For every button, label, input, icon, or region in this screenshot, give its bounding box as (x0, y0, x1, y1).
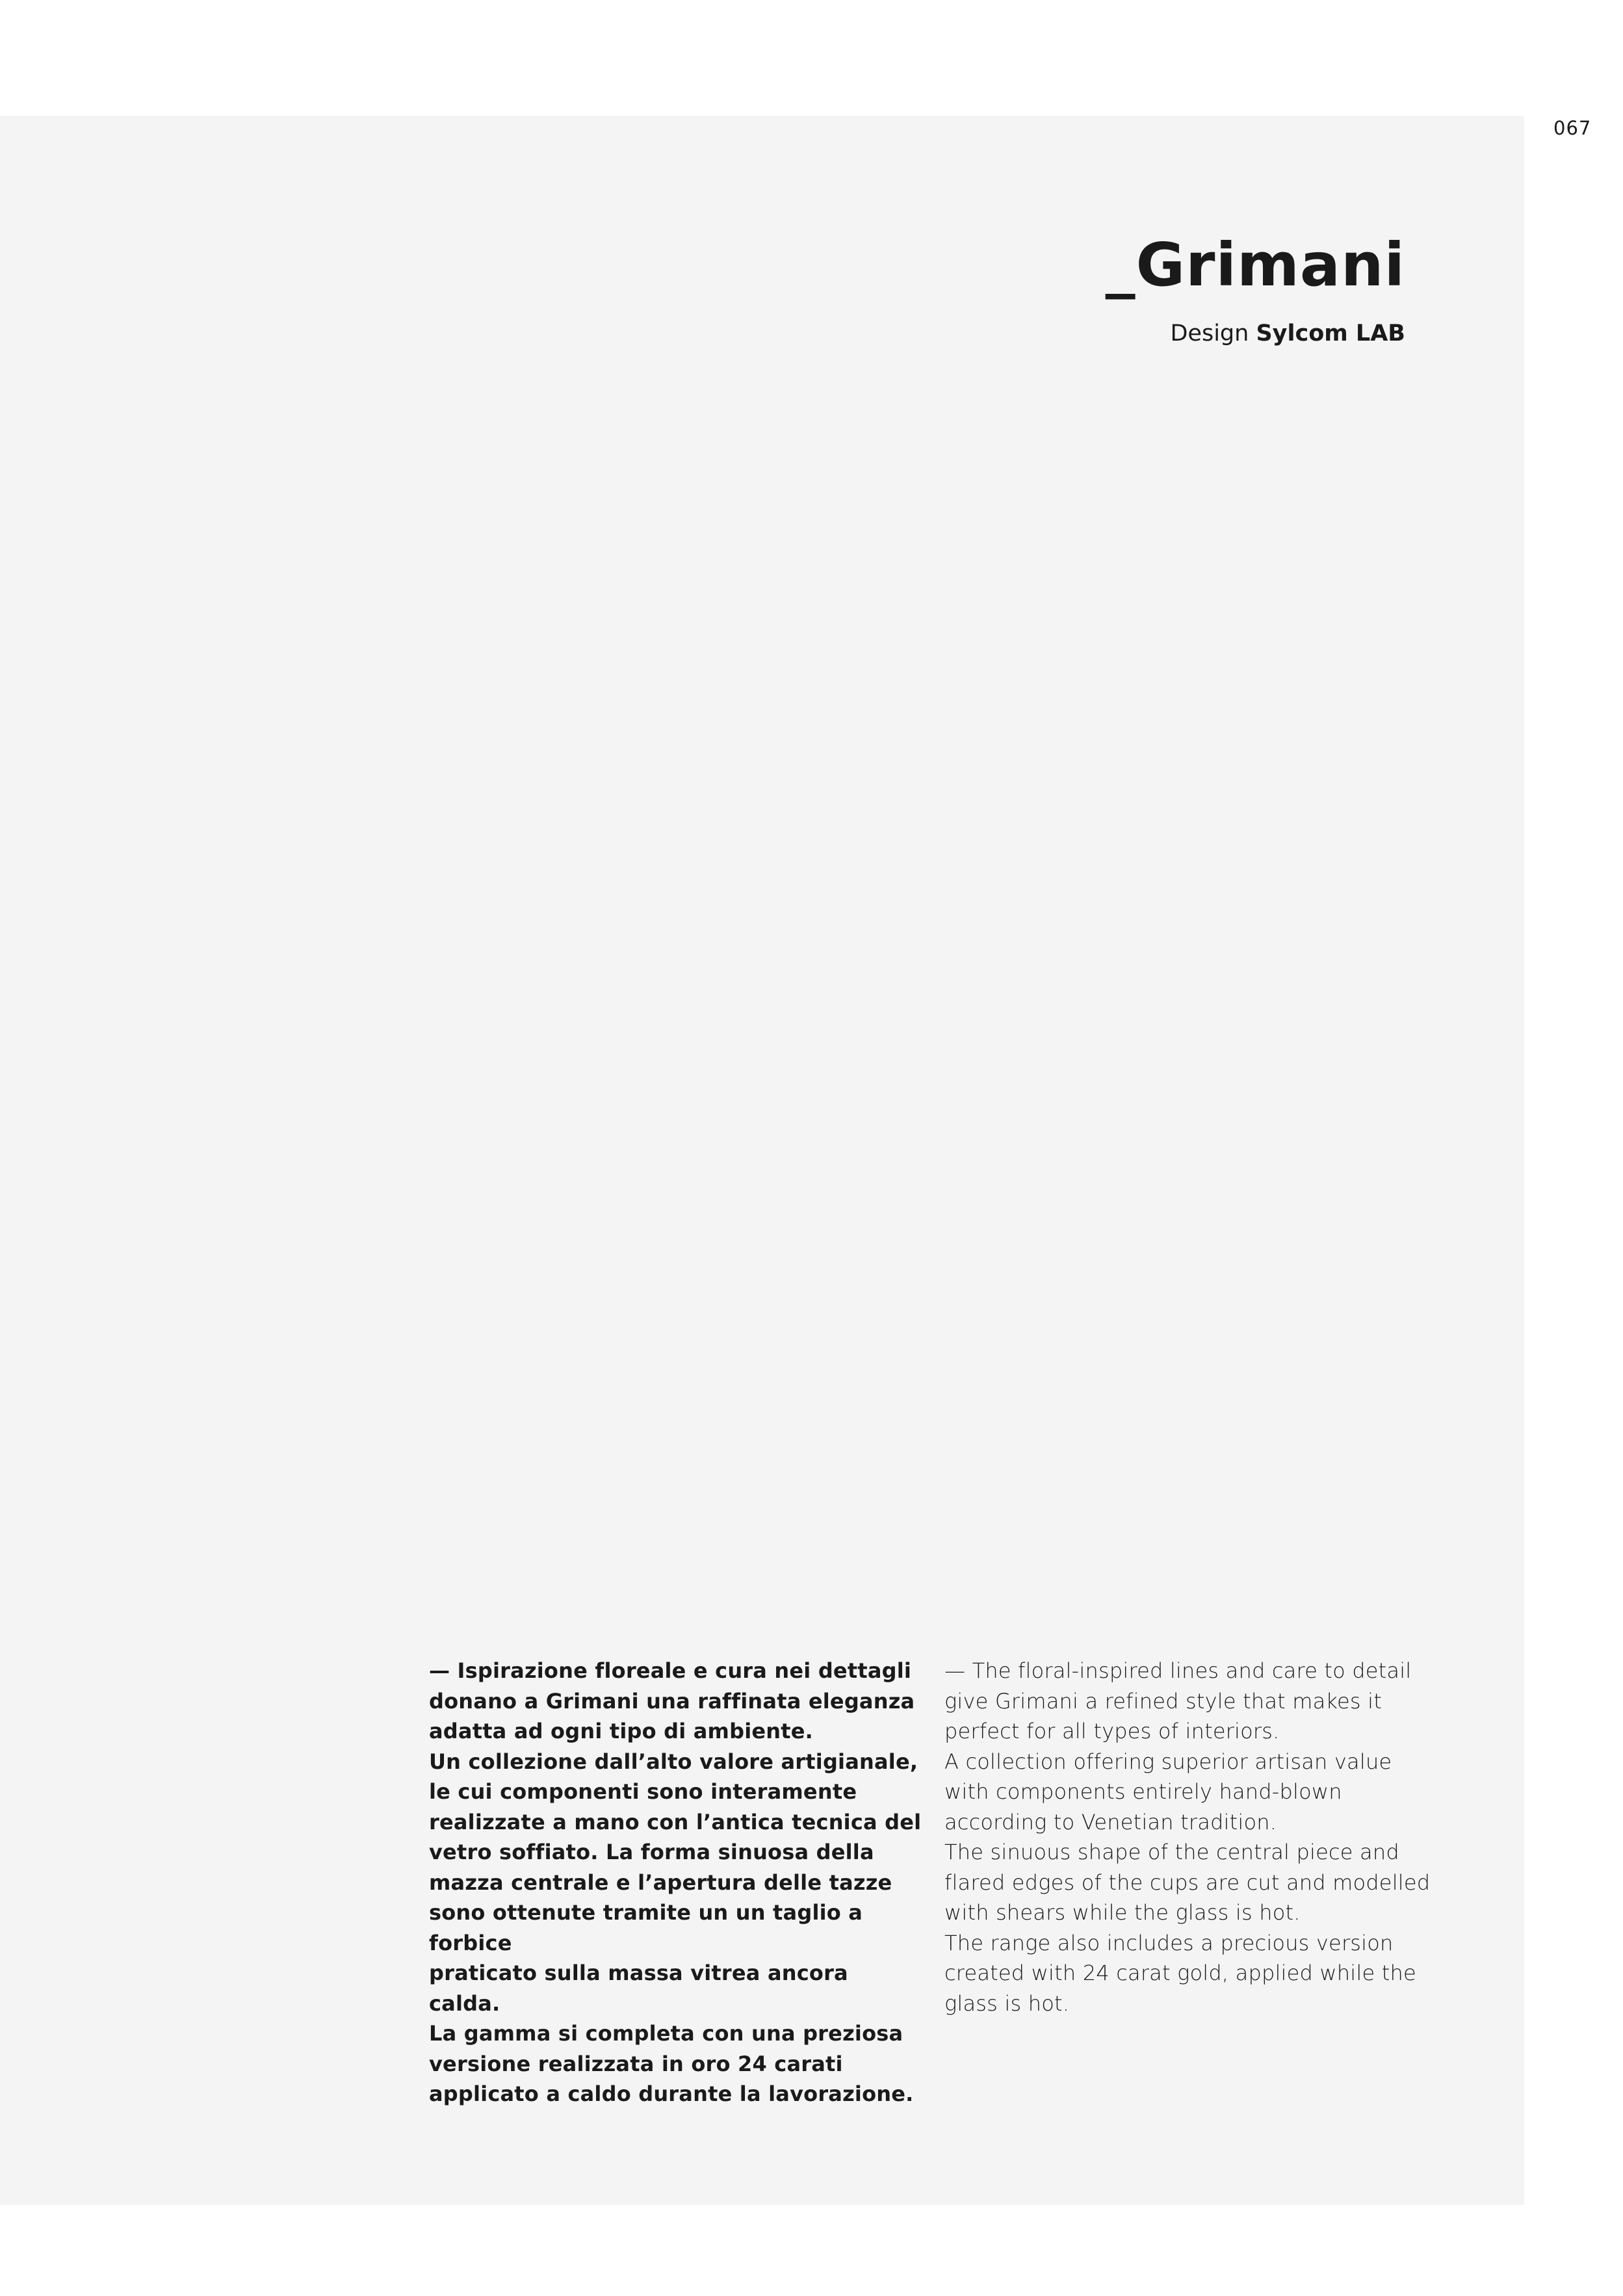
page-title: _Grimani (1105, 230, 1405, 300)
design-label: Design (1170, 320, 1249, 346)
designer-name: Sylcom LAB (1256, 320, 1405, 346)
description-italian: — Ispirazione floreale e cura nei dettagli donano a Grimani una raffinata eleganza adatta ad ogni tipo di ambiente. Un collezione dall’alto valore artigianale, le cui componenti sono interamente realizzate a mano con l’antica tecnica del vetro soffiato. La forma sinuosa della mazza centrale e l’apertura delle tazze sono ottenute tramite un un taglio a forbice praticato sulla massa vitrea ancora calda. La gamma si completa con una preziosa versione realizzata in oro 24 carati applicato a caldo durante la lavorazione. (429, 1658, 922, 2106)
page-number: 067 (1553, 117, 1592, 139)
description-english: — The floral-inspired lines and care to detail give Grimani a refined style that makes it perfect for all types of interiors. A collection offering superior artisan value with components entirely hand-blown according to Venetian tradition. The sinuous shape of the central piece and flared edges of the cups are cut and modelled with shears while the glass is hot. The range also includes a precious version created with 24 carat gold, applied while the glass is hot. (944, 1658, 1431, 2016)
designer-credit (1170, 322, 1405, 345)
